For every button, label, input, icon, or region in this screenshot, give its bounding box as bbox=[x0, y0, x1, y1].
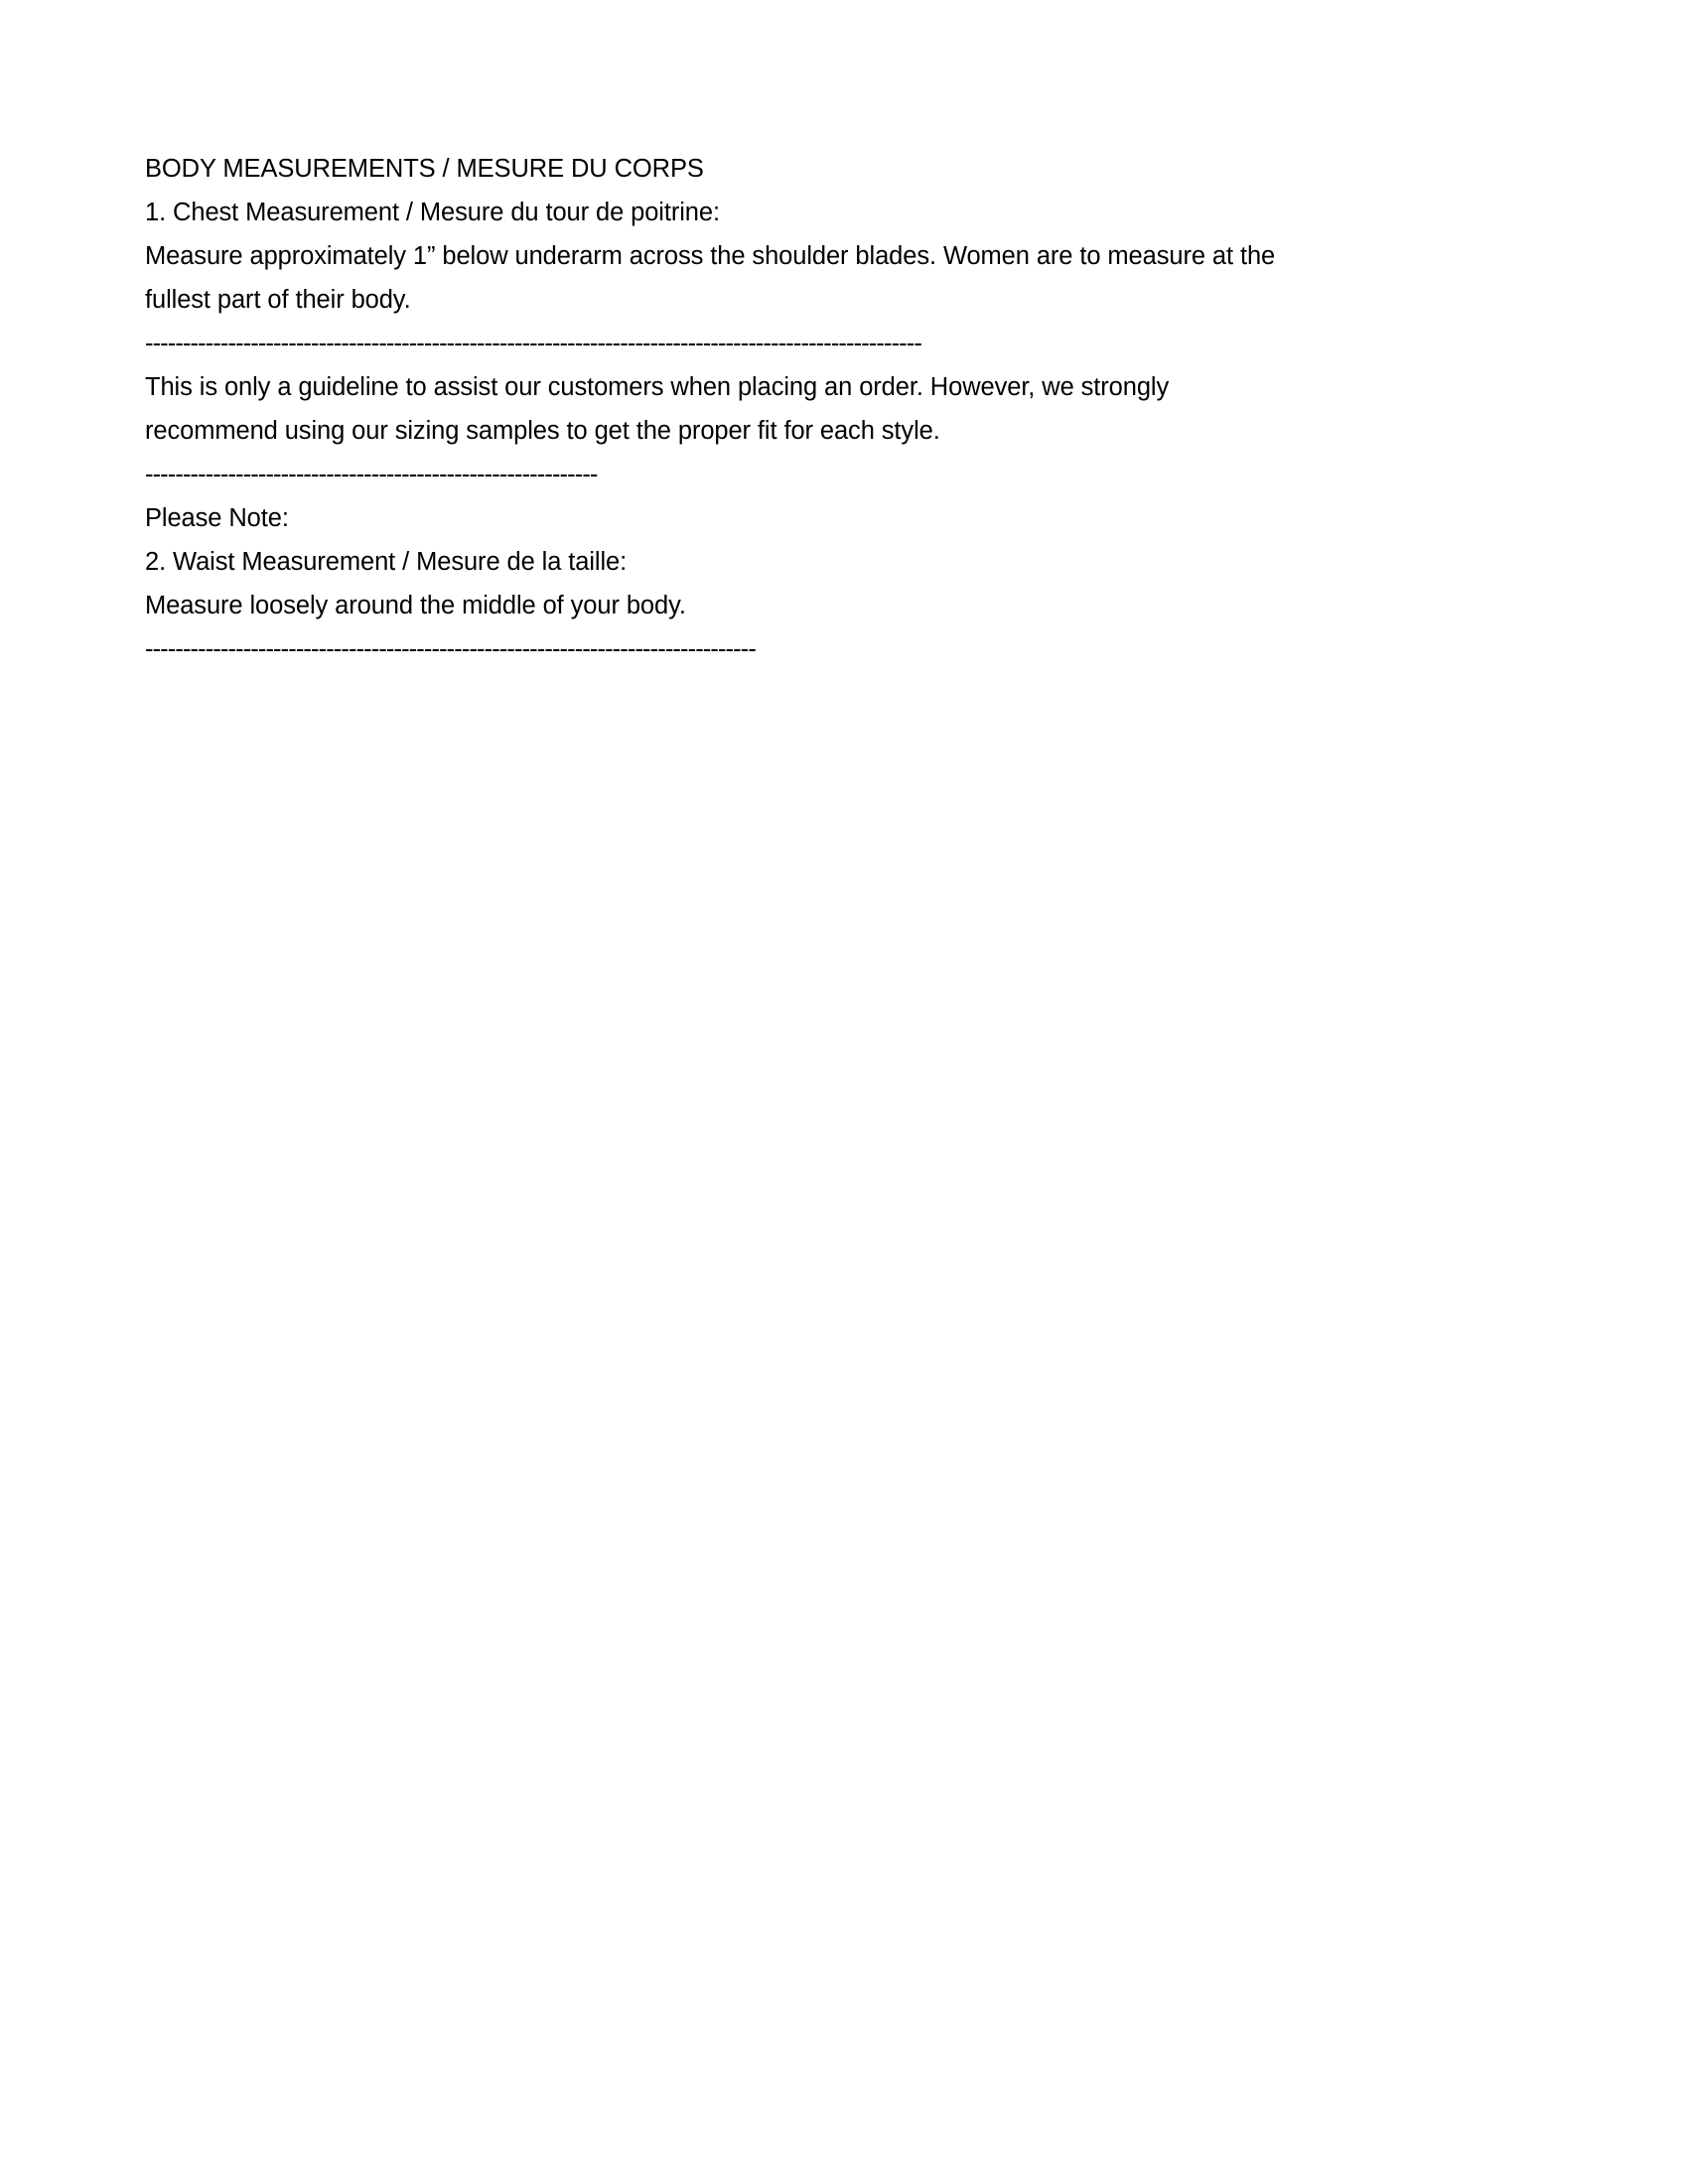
waist-measurement-heading: 2. Waist Measurement / Mesure de la taille: bbox=[145, 548, 628, 576]
divider-one: ------------------------------------------------------------------------------------------------------- bbox=[145, 330, 921, 357]
divider-two: ------------------------------------------------------------ bbox=[145, 461, 598, 488]
document-heading: BODY MEASUREMENTS / MESURE DU CORPS bbox=[145, 155, 704, 183]
document-content bbox=[145, 147, 1436, 671]
guideline-note: This is only a guideline to assist our customers when placing an order. However, we strongly recommend using our sizing samples to get the proper fit for each style. bbox=[145, 373, 1170, 445]
please-note-label: Please Note: bbox=[145, 504, 289, 532]
waist-measurement-instructions: Measure loosely around the middle of your body. bbox=[145, 592, 686, 619]
chest-measurement-heading: 1. Chest Measurement / Mesure du tour de poitrine: bbox=[145, 199, 720, 226]
divider-three: --------------------------------------------------------------------------------- bbox=[145, 635, 756, 663]
chest-measurement-instructions: Measure approximately 1” below underarm across the shoulder blades. Women are to measure at the fullest part of their body. bbox=[145, 242, 1276, 314]
